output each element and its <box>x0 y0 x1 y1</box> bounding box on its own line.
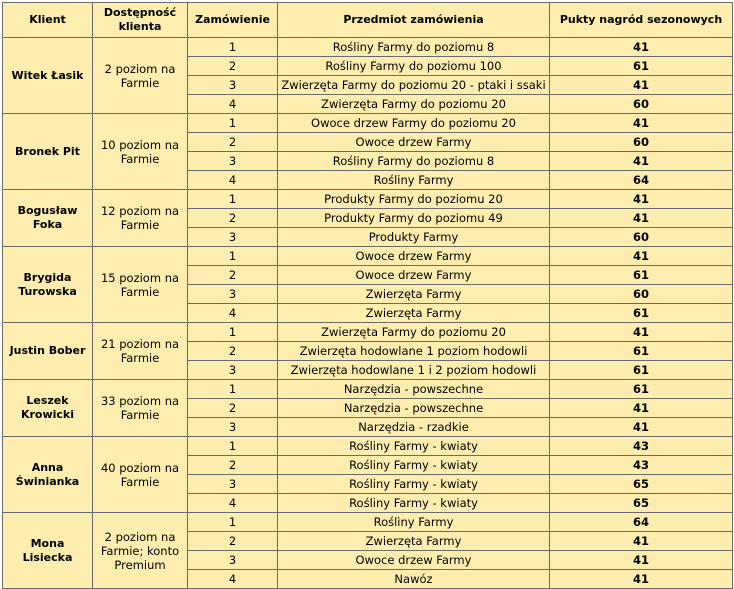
client-name: Mona Lisiecka <box>3 513 93 589</box>
order-number: 4 <box>188 304 278 323</box>
order-number: 2 <box>188 209 278 228</box>
client-availability: 40 poziom na Farmie <box>93 437 188 513</box>
order-subject: Rośliny Farmy do poziomu 8 <box>278 38 550 57</box>
order-number: 4 <box>188 171 278 190</box>
header-availability: Dostępność klienta <box>93 3 188 38</box>
table-row <box>3 190 733 209</box>
client-name: Bogusław Foka <box>3 190 93 247</box>
season-points: 41 <box>550 532 733 551</box>
client-availability: 2 poziom na Farmie; konto Premium <box>93 513 188 589</box>
season-points: 41 <box>550 190 733 209</box>
order-number: 1 <box>188 114 278 133</box>
client-availability: 10 poziom na Farmie <box>93 114 188 190</box>
order-number: 3 <box>188 76 278 95</box>
order-subject: Zwierzęta hodowlane 1 poziom hodowli <box>278 342 550 361</box>
client-availability: 21 poziom na Farmie <box>93 323 188 380</box>
order-number: 4 <box>188 570 278 589</box>
order-number: 1 <box>188 323 278 342</box>
season-points: 41 <box>550 209 733 228</box>
season-points: 64 <box>550 171 733 190</box>
order-subject: Rośliny Farmy - kwiaty <box>278 437 550 456</box>
order-number: 3 <box>188 152 278 171</box>
order-subject: Produkty Farmy <box>278 228 550 247</box>
order-subject: Zwierzęta hodowlane 1 i 2 poziom hodowli <box>278 361 550 380</box>
season-points: 65 <box>550 494 733 513</box>
table-row <box>3 323 733 342</box>
order-subject: Zwierzęta Farmy <box>278 532 550 551</box>
order-subject: Rośliny Farmy - kwiaty <box>278 494 550 513</box>
season-points: 60 <box>550 228 733 247</box>
order-subject: Produkty Farmy do poziomu 20 <box>278 190 550 209</box>
order-number: 1 <box>188 380 278 399</box>
order-subject: Owoce drzew Farmy <box>278 551 550 570</box>
order-number: 4 <box>188 494 278 513</box>
order-number: 2 <box>188 456 278 475</box>
season-points: 41 <box>550 152 733 171</box>
order-number: 2 <box>188 57 278 76</box>
order-number: 1 <box>188 190 278 209</box>
table-row <box>3 437 733 456</box>
season-points: 41 <box>550 38 733 57</box>
order-number: 1 <box>188 437 278 456</box>
order-subject: Produkty Farmy do poziomu 49 <box>278 209 550 228</box>
season-points: 60 <box>550 133 733 152</box>
order-number: 3 <box>188 475 278 494</box>
season-points: 41 <box>550 323 733 342</box>
client-name: Anna Świnianka <box>3 437 93 513</box>
season-points: 41 <box>550 551 733 570</box>
client-name: Brygida Turowska <box>3 247 93 323</box>
table-row <box>3 513 733 532</box>
header-subject: Przedmiot zamówienia <box>278 3 550 38</box>
order-number: 3 <box>188 418 278 437</box>
client-name: Witek Łasik <box>3 38 93 114</box>
season-points: 41 <box>550 570 733 589</box>
client-availability: 12 poziom na Farmie <box>93 190 188 247</box>
order-number: 1 <box>188 38 278 57</box>
order-number: 4 <box>188 95 278 114</box>
season-points: 60 <box>550 95 733 114</box>
season-points: 65 <box>550 475 733 494</box>
order-subject: Rośliny Farmy do poziomu 8 <box>278 152 550 171</box>
season-points: 61 <box>550 361 733 380</box>
season-points: 61 <box>550 304 733 323</box>
order-subject: Narzędzia - rzadkie <box>278 418 550 437</box>
order-number: 3 <box>188 551 278 570</box>
order-number: 1 <box>188 513 278 532</box>
season-points: 41 <box>550 247 733 266</box>
order-number: 3 <box>188 228 278 247</box>
client-availability: 2 poziom na Farmie <box>93 38 188 114</box>
order-subject: Owoce drzew Farmy <box>278 247 550 266</box>
order-number: 2 <box>188 133 278 152</box>
header-points: Pukty nagród sezonowych <box>550 3 733 38</box>
season-points: 64 <box>550 513 733 532</box>
order-subject: Owoce drzew Farmy <box>278 133 550 152</box>
table-row <box>3 38 733 57</box>
season-points: 61 <box>550 57 733 76</box>
client-name: Leszek Krowicki <box>3 380 93 437</box>
season-points: 61 <box>550 380 733 399</box>
orders-table <box>2 2 733 589</box>
order-subject: Narzędzia - powszechne <box>278 399 550 418</box>
season-points: 60 <box>550 285 733 304</box>
client-name: Bronek Pit <box>3 114 93 190</box>
order-subject: Nawóz <box>278 570 550 589</box>
season-points: 61 <box>550 266 733 285</box>
order-number: 2 <box>188 399 278 418</box>
order-number: 3 <box>188 361 278 380</box>
client-availability: 15 poziom na Farmie <box>93 247 188 323</box>
order-number: 2 <box>188 342 278 361</box>
order-subject: Zwierzęta Farmy do poziomu 20 <box>278 323 550 342</box>
order-subject: Owoce drzew Farmy do poziomu 20 <box>278 114 550 133</box>
order-subject: Rośliny Farmy - kwiaty <box>278 456 550 475</box>
season-points: 43 <box>550 456 733 475</box>
order-number: 2 <box>188 266 278 285</box>
order-subject: Zwierzęta Farmy do poziomu 20 - ptaki i ssaki <box>278 76 550 95</box>
season-points: 41 <box>550 399 733 418</box>
header-order: Zamówienie <box>188 3 278 38</box>
order-subject: Narzędzia - powszechne <box>278 380 550 399</box>
table-body <box>3 38 733 589</box>
order-subject: Zwierzęta Farmy <box>278 304 550 323</box>
header-client: Klient <box>3 3 93 38</box>
order-subject: Zwierzęta Farmy <box>278 285 550 304</box>
order-subject: Owoce drzew Farmy <box>278 266 550 285</box>
order-subject: Zwierzęta Farmy do poziomu 20 <box>278 95 550 114</box>
order-subject: Rośliny Farmy <box>278 513 550 532</box>
season-points: 41 <box>550 114 733 133</box>
table-row <box>3 114 733 133</box>
order-subject: Rośliny Farmy - kwiaty <box>278 475 550 494</box>
order-number: 3 <box>188 285 278 304</box>
order-number: 2 <box>188 532 278 551</box>
order-number: 1 <box>188 247 278 266</box>
table-row <box>3 380 733 399</box>
order-subject: Rośliny Farmy do poziomu 100 <box>278 57 550 76</box>
client-name: Justin Bober <box>3 323 93 380</box>
season-points: 41 <box>550 76 733 95</box>
season-points: 61 <box>550 342 733 361</box>
client-availability: 33 poziom na Farmie <box>93 380 188 437</box>
order-subject: Rośliny Farmy <box>278 171 550 190</box>
season-points: 43 <box>550 437 733 456</box>
header-row <box>3 3 733 38</box>
table-row <box>3 247 733 266</box>
season-points: 41 <box>550 418 733 437</box>
